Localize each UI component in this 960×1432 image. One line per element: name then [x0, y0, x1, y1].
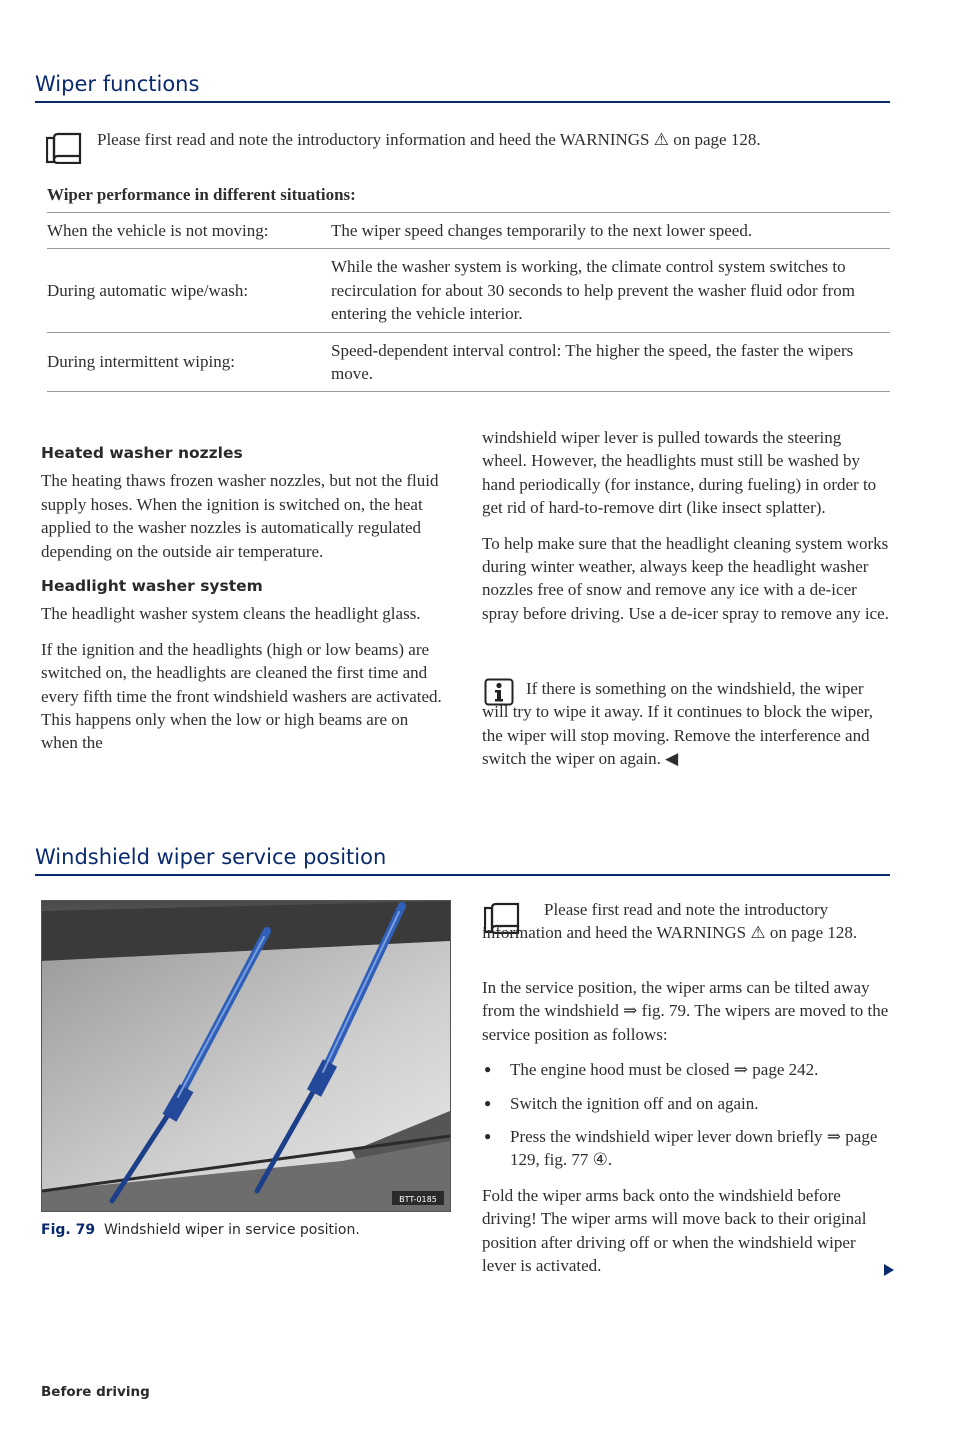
service-position-body — [482, 976, 890, 1289]
headlight-wash-continued: windshield wiper lever is pulled towards the steering wheel. However, the headlights must still be washed by hand periodically (for instance, during fueling) in order to get rid of hard-to-remove dirt (like insect splatter). — [482, 428, 877, 518]
windshield-wiper-illustration — [42, 901, 450, 1211]
page-footer: Before driving — [41, 1384, 150, 1400]
heated-nozzles-text: The heating thaws frozen washer nozzles, but not the fluid supply hoses. When the ignition is switched on, the heat applied to the washer nozzles is automatically regulated depending on the outside air temperature. — [41, 471, 439, 561]
figure-label: Fig. 79 — [41, 1222, 96, 1238]
winter-weather-text: To help make sure that the headlight cleaning system works during winter weather, always keep the headlight washer nozzles free of snow and remove any ice with a de-icer spray before driving. Use a de-icer spray to remove any ice. — [482, 533, 889, 623]
figure-caption-text: Windshield wiper in service position. — [103, 1222, 360, 1238]
table-row — [47, 249, 890, 332]
info-note: If there is something on the windshield, the wiper will try to wipe it away. If it continues to block the wiper, the wiper will stop moving. Remove the interference and switch the wiper on again. ◀ — [482, 679, 874, 769]
service-steps-list — [482, 1058, 890, 1172]
figure-code: BTT-0185 — [399, 1195, 437, 1204]
figure-caption — [41, 1222, 360, 1238]
table-cell-situation: During intermittent wiping: — [47, 352, 235, 372]
list-item: ● The engine hood must be closed ⇒ page 242. — [482, 1058, 890, 1081]
book-icon — [46, 132, 82, 164]
service-position-text: In the service position, the wiper arms can be tilted away from the windshield ⇒ fig. 79. The wipers are moved to the service position as follows: — [482, 978, 889, 1044]
section-title-wiper-functions: Wiper functions — [35, 72, 200, 96]
heated-nozzles-heading: Heated washer nozzles — [41, 444, 243, 462]
wiper-performance-table — [47, 212, 890, 392]
section-rule — [35, 874, 890, 876]
table-row — [47, 213, 890, 249]
section-title-service-position: Windshield wiper service position — [35, 845, 387, 869]
table-row — [47, 332, 890, 392]
table-cell-behavior: Speed-dependent interval control: The higher the speed, the faster the wipers move. — [331, 340, 854, 384]
table-cell-situation: During automatic wipe/wash: — [47, 280, 249, 300]
headlight-washer-heading: Headlight washer system — [41, 577, 263, 596]
list-item: ● Switch the ignition off and on again. — [482, 1092, 890, 1115]
list-item: ● Press the windshield wiper lever down briefly ⇒ page 129, fig. 77 ④. — [482, 1125, 890, 1172]
left-column — [41, 442, 446, 767]
intro-note: Please first read and note the introductory information and heed the WARNINGS ⚠ on page 128. — [97, 130, 761, 149]
table-cell-behavior: The wiper speed changes temporarily to the next lower speed. — [331, 221, 753, 240]
right-column — [482, 426, 890, 637]
intro-note-2: Please first read and note the introductory information and heed the WARNINGS ⚠ on page 128. — [482, 900, 858, 943]
section-rule — [35, 101, 890, 103]
table-cell-behavior: While the washer system is working, the climate control system switches to recirculation for about 30 seconds to help prevent the washer fluid odor from entering the vehicle interior. — [331, 257, 856, 324]
headlight-washer-text: The headlight washer system cleans the headlight glass. — [41, 604, 421, 624]
fold-back-text: Fold the wiper arms back onto the windshield before driving! The wiper arms will move back to their original position after driving off or when the windshield wiper lever is activated. — [482, 1185, 867, 1276]
headlight-washer-text-2: If the ignition and the headlights (high or low beams) are switched on, the headlights are cleaned the first time and every fifth time the front windshield washers are activated. This happens only when the low or high beams are on when the — [41, 639, 442, 753]
table-cell-situation: When the vehicle is not moving: — [47, 221, 269, 240]
continue-arrow-icon — [883, 1263, 895, 1277]
figure-windshield-wiper — [41, 900, 451, 1212]
table-heading: Wiper performance in different situations: — [47, 185, 356, 204]
